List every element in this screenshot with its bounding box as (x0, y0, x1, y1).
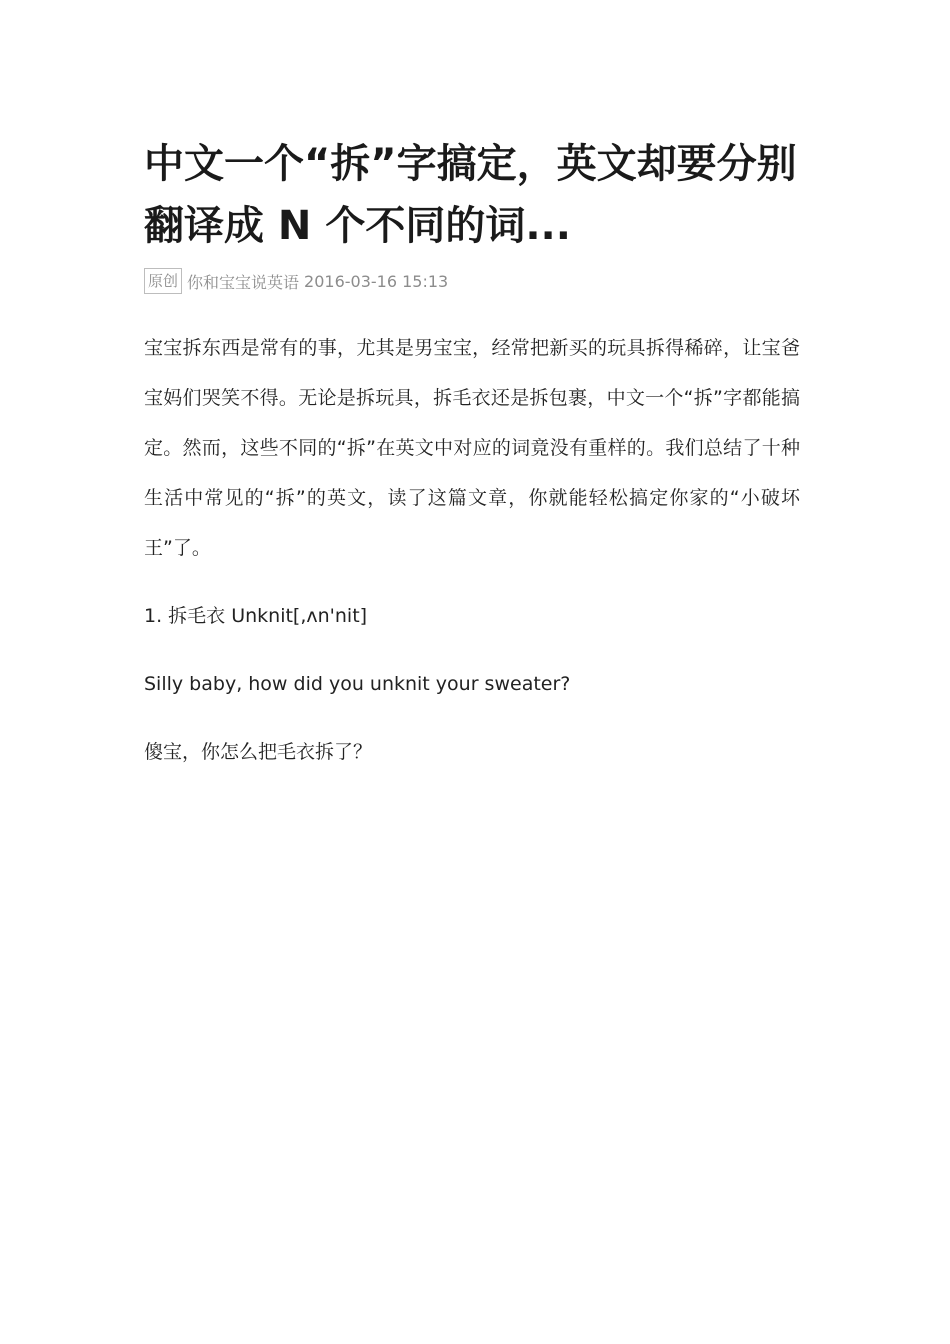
article-meta (144, 267, 800, 295)
original-badge: 原创 (144, 268, 182, 294)
author-link[interactable]: 你和宝宝说英语 (187, 272, 300, 292)
article-title: 中文一个“拆”字搞定，英文却要分别翻译成 N 个不同的词... (144, 141, 797, 249)
intro-paragraph: 宝宝拆东西是常有的事，尤其是男宝宝，经常把新买的玩具拆得稀碎，让宝爸宝妈们哭笑不得。无论是拆玩具，拆毛衣还是拆包裹，中文一个“拆”字都能搞定。然而，这些不同的“拆”在英文中对应的词竟没有重样的。我们总结了十种生活中常见的“拆”的英文，读了这篇文章，你就能轻松搞定你家的“小破坏王”了。 (144, 337, 800, 559)
article (144, 133, 800, 777)
section-heading: 1. 拆毛衣 Unknit[,ʌn'nit] (144, 605, 368, 627)
example-sentence-chinese: 傻宝，你怎么把毛衣拆了？ (144, 741, 373, 763)
example-sentence-english: Silly baby, how did you unknit your sweater? (144, 673, 571, 695)
publish-datetime: 2016-03-16 15:13 (304, 271, 449, 291)
article-body (144, 323, 800, 777)
